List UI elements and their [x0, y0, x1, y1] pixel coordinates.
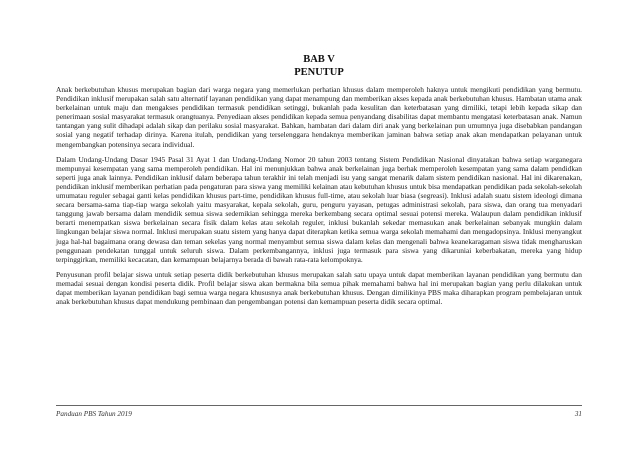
- footer-document-title: Panduan PBS Tahun 2019: [56, 410, 132, 418]
- paragraph-2: Dalam Undang-Undang Dasar 1945 Pasal 31 Ayat 1 dan Undang-Undang Nomor 20 tahun 2003 tentang Sistem Pendidikan Nasional dinyatakan bahwa setiap warganegara mempunyai kesempatan yang sama memperoleh pendidikan. Hal ini menunjukkan bahwa anak berkelainan juga berhak memperoleh kesempatan yang sama dalam pendidkan seperti juga anak lainnya. Pendidikan inklusif dalam beberapa tahun terakhir ini telah menjadi isu yang sangat menarik dalam sistem pendidikan nasional. Hal ini dikarenakan, pendidikan inklusif memberikan perhatian pada pengaturan para siswa yang memiliki kelainan atau kebutuhan khusus untuk bisa mendapatkan pendidikan pada sekolah-sekolah umumatau reguler sebagai ganti kelas pendidikan khusus part-time, pendidikan khusus full-time, atau sekolah luar biasa (segreasi). Inklusi adalah suatu sistem ideologi dimana secara bersama-sama tiap-tiap warga sekolah yaitu masyarakat, kepala sekolah, guru, penguru yayasan, petugas administrasi sekolah, para siswa, dan orang tua menyadari tanggung jawab bersama dalam mendidik semua siswa sedemikian sehingga mereka berkembang secara optimal sesuai potensi mereka. Walaupun dalam pendidikan inklusif berarti menempatkan siswa berkelainan secara fisik dalam kelas atau sekolah reguler, inklusi bukanlah sekedar memasukan anak berkelainan sebanyak mungkin dalam lingkungan belajar siswa normal. Inklusi merupakan suatu sistem yang hanya dapat diterapkan ketika semua warga sekolah memahami dan mengadopsinya. Inklusi menyangkut juga hal-hal bagaimana orang dewasa dan teman sekelas yang normal menyambut semua siswa dalam kelas dan mengenali bahwa keanekaragaman siswa tidak mengharuskan penggunaan pendekatan tunggal untuk seluruh siswa. Dalam perkembangannya, inklusi juga termasuk para siswa yang dikaruniai keberbakatan, mereka yang hidup terpinggirkan, memiliki kecacatan, dan kemampuan belajarnya berada di bawah rata-rata kelompoknya.: [56, 154, 582, 264]
- chapter-body: [56, 85, 582, 312]
- chapter-number: BAB V: [303, 54, 335, 65]
- chapter-title: PENUTUP: [294, 66, 344, 78]
- page-footer: [56, 405, 582, 418]
- chapter-heading: [0, 54, 638, 79]
- paragraph-3: Penyusunan profil belajar siswa untuk setiap peserta didik berkebutuhan khusus merupakan salah satu upaya untuk dapat memberikan layanan pendidikan yang bermutu dan memadai sesuai dengan kondisi peserta didik. Profil belajar siswa akan bermakna bila semua pihak memahami bahwa hal ini merupakan bagian yang perlu dilakukan untuk dapat memberikan layanan pendidikan bagi semua warga negara khususnya anak berkebutuhan khusus. Dengan dimilikinya PBS maka diharapkan program pembelajaran untuk anak berkebutuhan khusus dapat mendukung pembinaan dan pengembangan potensi dan kemampuan peserta didik secara optimal.: [56, 269, 582, 307]
- paragraph-1: Anak berkebutuhan khusus merupakan bagian dari warga negara yang memerlukan perhatian khusus dalam memperoleh haknya untuk mengikuti pendidikan yang bermutu. Pendidikan inklusif merupakan salah satu alternatif layanan pendidikan yang dapat menampung dan memberikan akses kepada anak berkebutuhan khusus. Hambatan utama anak berkelainan untuk maju dan mengakses pendidikan termasuk pendidikan setinggi, bukanlah pada kesulitan dan keterbatasan yang dimiliki, tetapi lebih kepada sikap dan penerimaan sosial masyarakat termasuk orangtuanya. Penyediaan akses pendidikan kepada semua penyandang disabilitas dapat membantu mengatasi keterbatasan anak. Namun tantangan yang sulit dihadapi adalah sikap dan perilaku sosial masyarakat. Bahkan, hambatan dari dalam diri anak yang berkelainan pun umumnya juga disebabkan pandangan sosial yang negatif terhadap dirinya. Karena itulah, pendidikan yang terselenggara hendaknya memberikan jaminan bahwa setiap anak akan mendapatkan pelayanan untuk mengembangkan potensinya secara individual.: [56, 85, 582, 149]
- page-number: 31: [574, 410, 582, 418]
